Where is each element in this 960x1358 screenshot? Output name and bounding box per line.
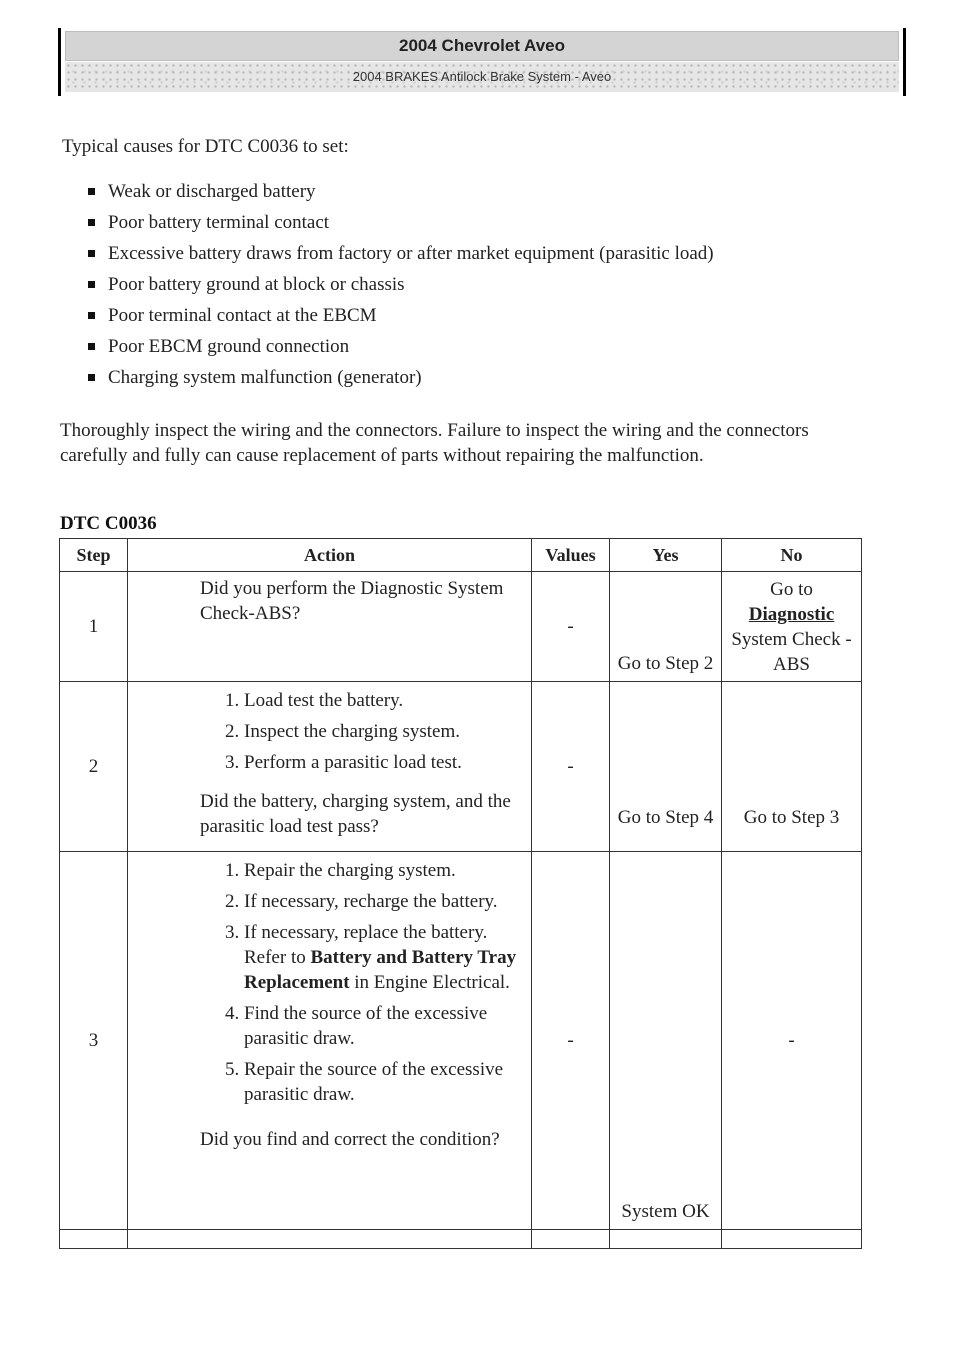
- values-cell: -: [532, 852, 610, 1230]
- action-cell: [128, 572, 532, 682]
- bullet-icon: [88, 281, 95, 288]
- sub-step: 4. Find the source of the excessive parasitic draw.: [244, 1001, 523, 1051]
- empty-cell: [722, 1230, 862, 1249]
- battery-replacement-ref[interactable]: Battery and Battery Tray Replacement: [244, 947, 517, 993]
- action-cell: [128, 852, 532, 1230]
- list-item: Excessive battery draws from factory or after market equipment (parasitic load): [86, 238, 714, 269]
- dtc-label: DTC C0036: [60, 513, 157, 534]
- sub-steps: [200, 688, 523, 775]
- col-yes-header: Yes: [610, 539, 722, 572]
- list-item: Charging system malfunction (generator): [86, 362, 714, 393]
- bullet-icon: [88, 188, 95, 195]
- table-continuation-row: [60, 1230, 862, 1249]
- list-item: Poor EBCM ground connection: [86, 331, 714, 362]
- values-cell: -: [532, 572, 610, 682]
- col-action-header: Action: [128, 539, 532, 572]
- list-item: Poor battery terminal contact: [86, 207, 714, 238]
- yes-cell: Go to Step 2: [610, 572, 722, 682]
- list-item: Poor terminal contact at the EBCM: [86, 300, 714, 331]
- sub-step: 2. If necessary, recharge the battery.: [244, 889, 523, 914]
- empty-cell: [532, 1230, 610, 1249]
- empty-cell: [60, 1230, 128, 1249]
- action-cell: [128, 682, 532, 852]
- causes-intro: Typical causes for DTC C0036 to set:: [62, 136, 349, 157]
- action-question: Did you find and correct the condition?: [200, 1129, 500, 1150]
- table-row: [60, 682, 862, 852]
- step-number: 2: [60, 682, 128, 852]
- document-title: 2004 Chevrolet Aveo: [65, 31, 899, 61]
- no-cell: -: [722, 852, 862, 1230]
- diagnostic-table: [59, 538, 862, 1249]
- document-subtitle: 2004 BRAKES Antilock Brake System - Aveo: [65, 62, 899, 92]
- document-header: [58, 28, 906, 96]
- bullet-icon: [88, 219, 95, 226]
- empty-cell: [128, 1230, 532, 1249]
- action-question: Did you perform the Diagnostic System Check-ABS?: [200, 578, 504, 624]
- sub-step: 2. Inspect the charging system.: [244, 719, 523, 744]
- no-cell: Go to Step 3: [722, 682, 862, 852]
- table-row: [60, 852, 862, 1230]
- sub-steps: [200, 858, 523, 1107]
- sub-step: 1. Repair the charging system.: [244, 858, 523, 883]
- col-values-header: Values: [532, 539, 610, 572]
- bullet-icon: [88, 312, 95, 319]
- no-cell: [722, 572, 862, 682]
- col-no-header: No: [722, 539, 862, 572]
- yes-cell: Go to Step 4: [610, 682, 722, 852]
- sub-step: 3. Perform a parasitic load test.: [244, 750, 523, 775]
- bullet-icon: [88, 343, 95, 350]
- action-question: Did the battery, charging system, and the parasitic load test pass?: [200, 791, 511, 837]
- empty-cell: [610, 1230, 722, 1249]
- table-row: [60, 572, 862, 682]
- step-number: 3: [60, 852, 128, 1230]
- col-step-header: Step: [60, 539, 128, 572]
- list-item: Weak or discharged battery: [86, 176, 714, 207]
- inspection-note: Thoroughly inspect the wiring and the connectors. Failure to inspect the wiring and the connectors carefully and fully can cause replacement of parts without repairing the malfunction.: [60, 420, 809, 466]
- causes-list: [86, 176, 714, 393]
- list-item: Poor battery ground at block or chassis: [86, 269, 714, 300]
- bullet-icon: [88, 250, 95, 257]
- sub-step: 5. Repair the source of the excessive parasitic draw.: [244, 1057, 523, 1107]
- values-cell: -: [532, 682, 610, 852]
- sub-step: 1. Load test the battery.: [244, 688, 523, 713]
- sub-step: 3. If necessary, replace the battery. Refer to Battery and Battery Tray Replacement in Engine Electrical.: [244, 920, 523, 995]
- no-suffix: System Check - ABS: [731, 628, 852, 675]
- step-number: 1: [60, 572, 128, 682]
- table-header-row: [60, 539, 862, 572]
- bullet-icon: [88, 374, 95, 381]
- diagnostic-link[interactable]: Diagnostic: [748, 603, 835, 625]
- no-prefix: Go to: [770, 578, 813, 600]
- yes-cell: System OK: [610, 852, 722, 1230]
